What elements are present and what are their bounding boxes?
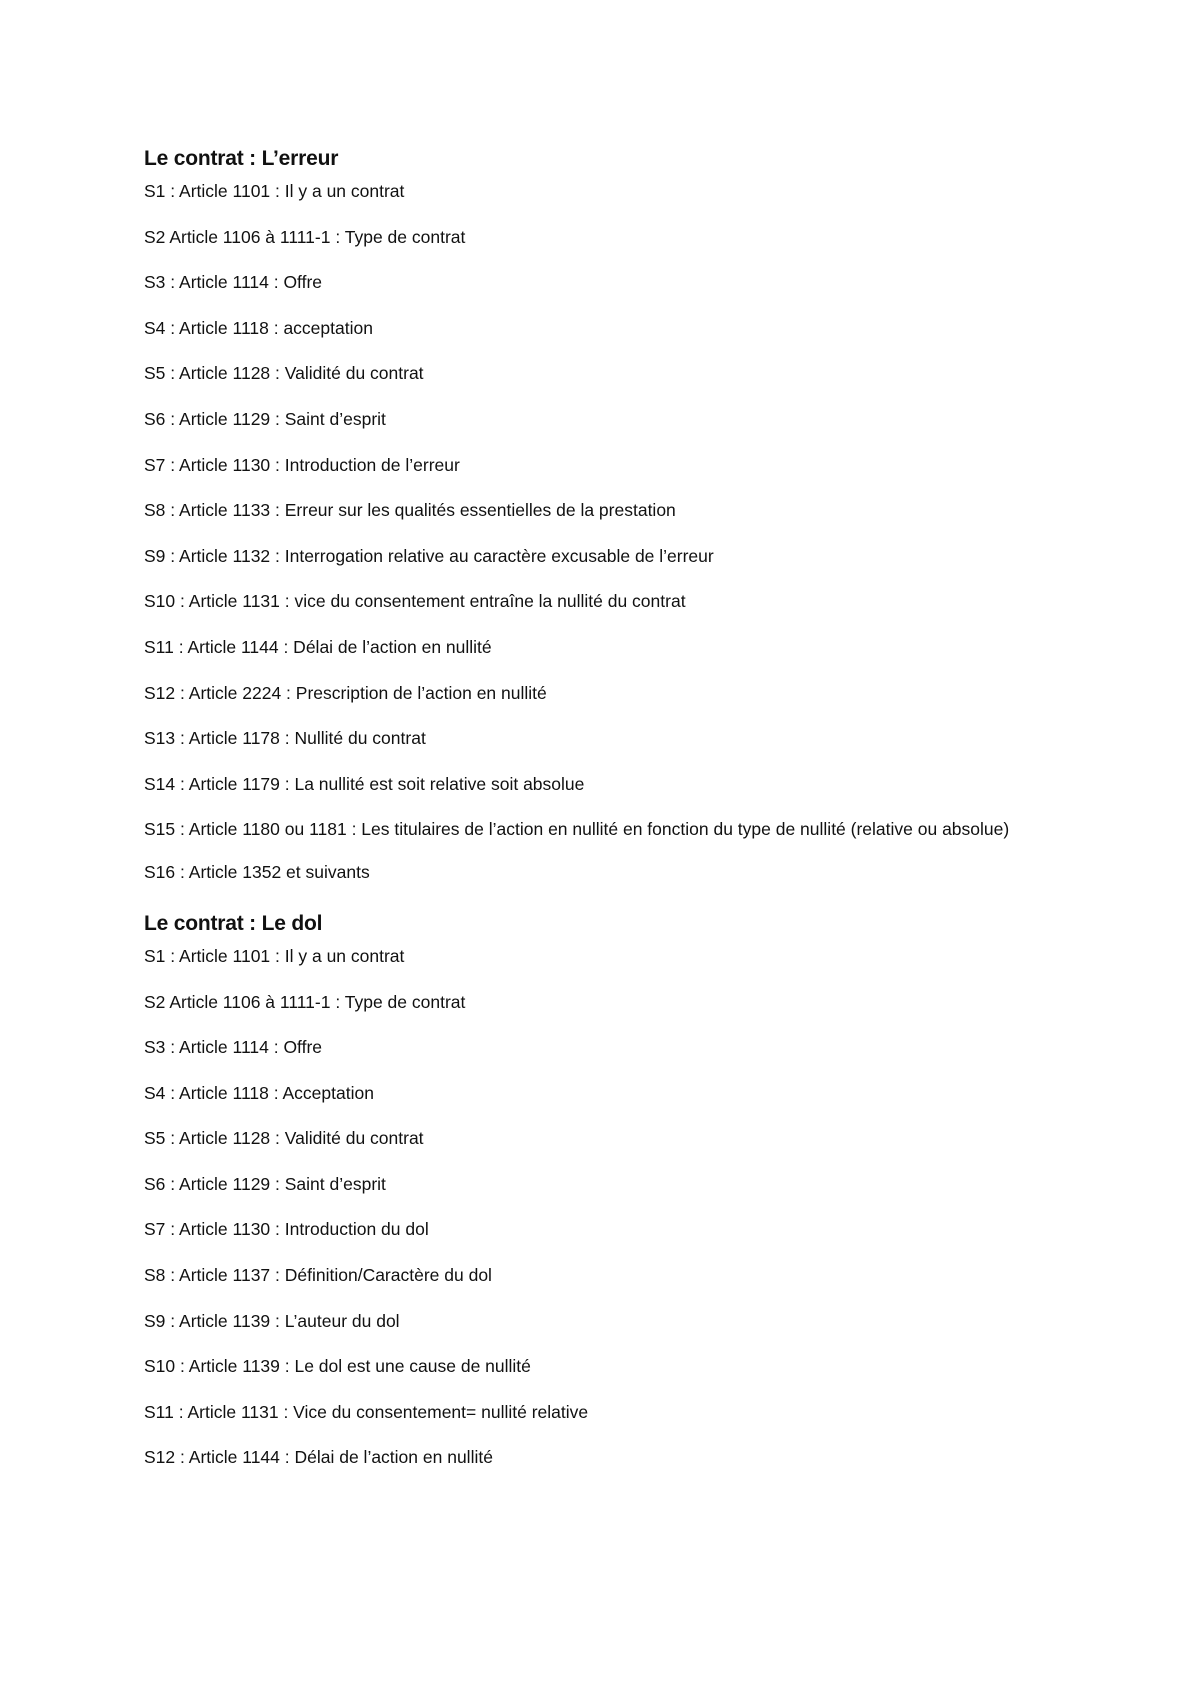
step-code: S2 [144, 991, 166, 1012]
list-item [144, 1125, 1064, 1152]
step-code: S14 : [144, 773, 185, 794]
step-code: S7 : [144, 1219, 176, 1240]
list-item [144, 452, 1064, 479]
list-item [144, 1080, 1064, 1107]
step-code: S11 : [144, 1401, 184, 1422]
step-code: S2 [144, 226, 166, 247]
dol-article-list [144, 943, 1064, 1472]
step-text: Article 1128 : Validité du contrat [179, 363, 424, 384]
step-code: S9 : [144, 1310, 176, 1331]
step-text: Article 2224 : Prescription de l’action en nullité [188, 682, 547, 703]
list-item [144, 771, 1064, 798]
step-text: Article 1139 : Le dol est une cause de nullité [188, 1356, 531, 1377]
list-item [144, 1399, 1064, 1426]
list-item [144, 634, 1064, 661]
step-text: Article 1179 : La nullité est soit relative soit absolue [188, 773, 585, 794]
step-text: Article 1137 : Définition/Caractère du dol [179, 1265, 492, 1286]
step-text: Article 1130 : Introduction de l’erreur [179, 454, 460, 475]
step-code: S15 : [144, 819, 185, 840]
list-item [144, 588, 1064, 615]
step-code: S10 : [144, 591, 185, 612]
list-item [144, 1444, 1064, 1471]
step-text: Article 1144 : Délai de l’action en nullité [188, 1447, 493, 1468]
step-code: S3 : [144, 1037, 176, 1058]
list-item [144, 178, 1064, 205]
list-item [144, 497, 1064, 524]
list-item [144, 859, 1064, 886]
step-text: Article 1131 : vice du consentement entraîne la nullité du contrat [188, 591, 686, 612]
document-page [144, 140, 1064, 1490]
section-title-erreur: Le contrat : L’erreur [144, 147, 339, 170]
step-text: Article 1106 à 1111-1 : Type de contrat [169, 991, 466, 1012]
list-item [144, 1034, 1064, 1061]
step-code: S5 : [144, 1128, 176, 1149]
step-text: Article 1129 : Saint d’esprit [179, 1173, 386, 1194]
erreur-article-list [144, 178, 1064, 886]
step-text: Article 1129 : Saint d’esprit [179, 408, 386, 429]
step-text: Article 1101 : Il y a un contrat [179, 945, 405, 966]
step-text: Article 1133 : Erreur sur les qualités essentielles de la prestation [179, 500, 676, 521]
list-item [144, 725, 1064, 752]
list-item [144, 543, 1064, 570]
step-code: S13 : [144, 728, 185, 749]
step-code: S8 : [144, 1265, 176, 1286]
list-item [144, 1262, 1064, 1289]
step-code: S5 : [144, 363, 176, 384]
step-text: Article 1118 : acceptation [179, 317, 373, 338]
step-text: Article 1130 : Introduction du dol [179, 1219, 429, 1240]
step-code: S6 : [144, 408, 176, 429]
step-text: Article 1139 : L’auteur du dol [179, 1310, 400, 1331]
list-item [144, 943, 1064, 970]
list-item [144, 315, 1064, 342]
step-text: Article 1131 : Vice du consentement= nullité relative [187, 1401, 589, 1422]
step-code: S3 : [144, 272, 176, 293]
list-item [144, 269, 1064, 296]
list-item [144, 816, 1064, 843]
list-item [144, 1216, 1064, 1243]
step-code: S12 : [144, 1447, 185, 1468]
step-text: Article 1352 et suivants [188, 862, 370, 883]
step-text: Article 1132 : Interrogation relative au caractère excusable de l’erreur [179, 545, 714, 566]
step-code: S1 : [144, 181, 176, 201]
step-text: Article 1114 : Offre [179, 272, 323, 293]
step-text: Article 1114 : Offre [179, 1037, 323, 1058]
step-code: S16 : [144, 862, 185, 883]
list-item [144, 360, 1064, 387]
list-item [144, 1308, 1064, 1335]
step-text: Article 1128 : Validité du contrat [179, 1128, 424, 1149]
step-text: Article 1144 : Délai de l’action en nullité [187, 636, 492, 657]
list-item [144, 680, 1064, 707]
list-item [144, 1171, 1064, 1198]
step-code: S12 : [144, 682, 185, 703]
step-code: S8 : [144, 500, 176, 521]
list-item [144, 406, 1064, 433]
step-code: S11 : [144, 636, 184, 657]
step-text: Article 1106 à 1111-1 : Type de contrat [169, 226, 466, 247]
step-code: S6 : [144, 1173, 176, 1194]
section-title-dol: Le contrat : Le dol [144, 911, 323, 935]
list-item [144, 224, 1064, 251]
step-code: S7 : [144, 454, 176, 475]
step-code: S9 : [144, 545, 176, 566]
step-code: S1 : [144, 945, 176, 966]
list-item [144, 989, 1064, 1016]
step-code: S4 : [144, 1082, 176, 1103]
step-text: Article 1118 : Acceptation [179, 1082, 374, 1103]
list-item [144, 1353, 1064, 1380]
step-text: Article 1178 : Nullité du contrat [188, 728, 426, 749]
step-code: S4 : [144, 317, 176, 338]
step-code: S10 : [144, 1356, 185, 1377]
step-text: Article 1180 ou 1181 : Les titulaires de l’action en nullité en fonction du type de nullité (relative ou absolue) [188, 819, 1010, 840]
step-text: Article 1101 : Il y a un contrat [179, 181, 405, 201]
